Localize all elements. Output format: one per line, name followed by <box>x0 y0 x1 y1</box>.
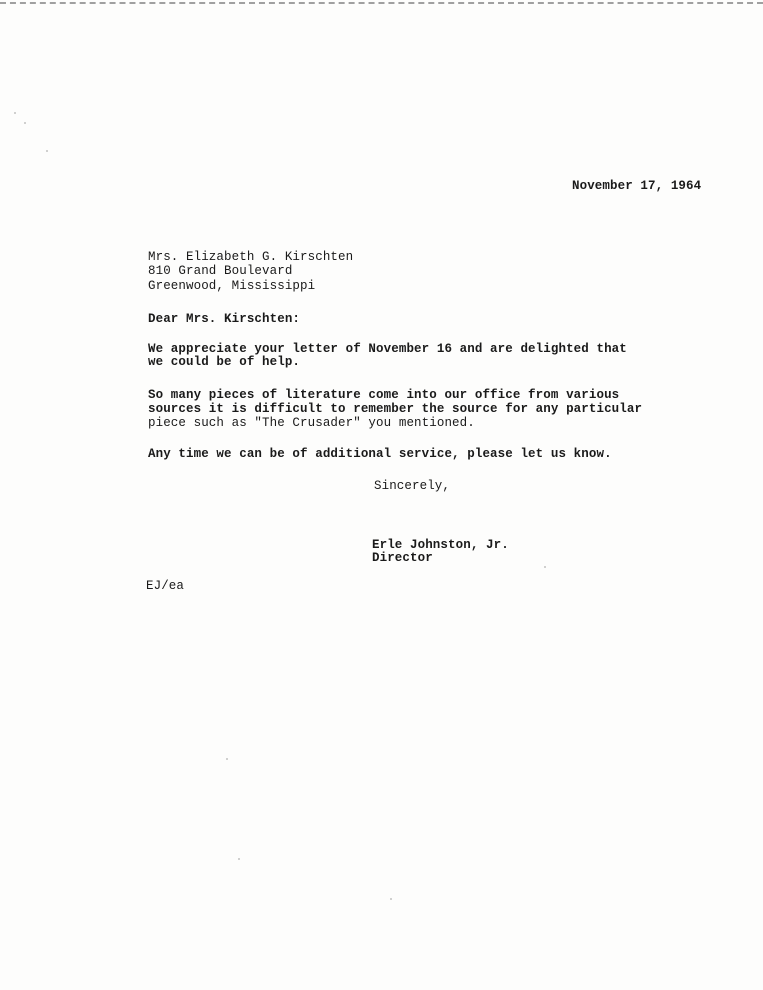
closing: Sincerely, <box>374 479 451 493</box>
recipient-name: Mrs. Elizabeth G. Kirschten <box>148 250 354 264</box>
scan-speck <box>544 566 546 568</box>
recipient-street: 810 Grand Boulevard <box>148 264 293 278</box>
signer-title: Director <box>372 551 433 565</box>
paragraph-2-line-3: piece such as "The Crusader" you mentioned. <box>148 416 475 430</box>
scan-speck <box>14 112 16 114</box>
scan-speck <box>390 898 392 900</box>
paragraph-1-line-1: We appreciate your letter of November 16 and are delighted that <box>148 342 627 356</box>
recipient-city: Greenwood, Mississippi <box>148 279 316 293</box>
salutation: Dear Mrs. Kirschten: <box>148 312 301 326</box>
signer-name: Erle Johnston, Jr. <box>372 538 509 552</box>
scan-speck <box>24 122 26 124</box>
paragraph-1-line-2: we could be of help. <box>148 355 301 369</box>
page-top-edge <box>0 2 763 4</box>
scan-speck <box>238 858 240 860</box>
paragraph-2-line-1: So many pieces of literature come into our office from various <box>148 388 620 402</box>
paragraph-2-line-2: sources it is difficult to remember the source for any particular <box>148 402 643 416</box>
paragraph-3: Any time we can be of additional service, please let us know. <box>148 447 612 461</box>
scan-speck <box>46 150 48 152</box>
scan-speck <box>226 758 228 760</box>
reference-initials: EJ/ea <box>146 579 185 593</box>
letter-date: November 17, 1964 <box>572 179 702 193</box>
